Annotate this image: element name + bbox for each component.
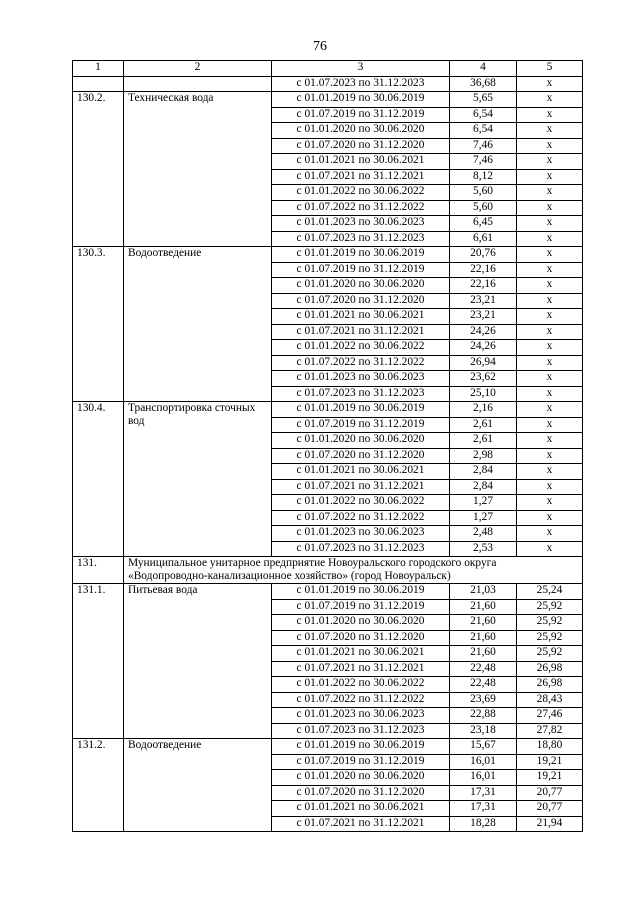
column-number-2: 2 [124, 61, 272, 77]
tariff-value-cell: 5,60 [450, 185, 517, 201]
tariff-value-cell: 5,65 [450, 92, 517, 108]
tariff-vat-value-cell: 25,92 [517, 615, 583, 631]
period-cell: с 01.01.2023 по 30.06.2023 [272, 371, 450, 387]
period-cell: с 01.01.2019 по 30.06.2019 [272, 739, 450, 755]
tariff-vat-value-cell: х [517, 510, 583, 526]
period-cell: с 01.01.2023 по 30.06.2023 [272, 708, 450, 724]
column-number-4: 4 [450, 61, 517, 77]
item-code-cell: 130.4. [73, 402, 124, 557]
period-cell: с 01.07.2021 по 31.12.2021 [272, 479, 450, 495]
tariff-value-cell: 23,69 [450, 692, 517, 708]
tariff-vat-value-cell: х [517, 138, 583, 154]
tariff-value-cell: 23,21 [450, 293, 517, 309]
period-cell: с 01.07.2019 по 31.12.2019 [272, 754, 450, 770]
tariff-value-cell: 2,16 [450, 402, 517, 418]
period-cell: с 01.07.2019 по 31.12.2019 [272, 417, 450, 433]
tariff-vat-value-cell: х [517, 402, 583, 418]
period-cell: с 01.07.2020 по 31.12.2020 [272, 448, 450, 464]
tariff-vat-value-cell: х [517, 340, 583, 356]
tariff-vat-value-cell: х [517, 262, 583, 278]
tariff-value-cell: 2,98 [450, 448, 517, 464]
tariff-vat-value-cell: х [517, 541, 583, 557]
organization-row [73, 557, 583, 584]
period-cell: с 01.07.2023 по 31.12.2023 [272, 386, 450, 402]
tariff-value-cell: 24,26 [450, 340, 517, 356]
tariff-vat-value-cell: 27,82 [517, 723, 583, 739]
tariff-vat-value-cell: 20,77 [517, 801, 583, 817]
period-cell: с 01.07.2020 по 31.12.2020 [272, 630, 450, 646]
period-cell: с 01.01.2020 по 30.06.2020 [272, 615, 450, 631]
tariff-value-cell: 23,18 [450, 723, 517, 739]
organization-code-cell: 131. [73, 557, 124, 584]
period-cell: с 01.01.2020 по 30.06.2020 [272, 770, 450, 786]
tariff-value-cell: 6,54 [450, 107, 517, 123]
tariff-vat-value-cell: 26,98 [517, 661, 583, 677]
tariff-value-cell: 22,48 [450, 677, 517, 693]
tariff-vat-value-cell: х [517, 448, 583, 464]
tariff-vat-value-cell: 19,21 [517, 770, 583, 786]
tariff-value-cell: 1,27 [450, 495, 517, 511]
tariff-value-cell: 6,54 [450, 123, 517, 139]
table-row [73, 76, 583, 92]
tariff-value-cell: 6,61 [450, 231, 517, 247]
period-cell: с 01.07.2020 по 31.12.2020 [272, 293, 450, 309]
tariff-value-cell: 6,45 [450, 216, 517, 232]
tariff-value-cell: 22,88 [450, 708, 517, 724]
tariff-value-cell: 2,48 [450, 526, 517, 542]
tariff-vat-value-cell: 25,92 [517, 599, 583, 615]
period-cell: с 01.01.2022 по 30.06.2022 [272, 495, 450, 511]
tariff-vat-value-cell: х [517, 355, 583, 371]
tariff-vat-value-cell: 20,77 [517, 785, 583, 801]
table-row [73, 584, 583, 600]
period-cell: с 01.07.2020 по 31.12.2020 [272, 785, 450, 801]
tariff-vat-value-cell: 25,92 [517, 630, 583, 646]
item-name-cell: Техническая вода [124, 92, 272, 247]
tariff-value-cell: 17,31 [450, 785, 517, 801]
tariff-vat-value-cell: х [517, 123, 583, 139]
tariff-vat-value-cell: х [517, 417, 583, 433]
column-number-3: 3 [272, 61, 450, 77]
period-cell: с 01.07.2022 по 31.12.2022 [272, 200, 450, 216]
table-row [73, 247, 583, 263]
period-cell: с 01.07.2021 по 31.12.2021 [272, 661, 450, 677]
tariff-vat-value-cell: х [517, 185, 583, 201]
period-cell: с 01.01.2020 по 30.06.2020 [272, 123, 450, 139]
item-code-cell: 131.2. [73, 739, 124, 832]
period-cell: с 01.01.2020 по 30.06.2020 [272, 278, 450, 294]
period-cell: с 01.07.2019 по 31.12.2019 [272, 599, 450, 615]
tariff-value-cell: 1,27 [450, 510, 517, 526]
page-number: 76 [313, 39, 327, 54]
tariff-value-cell: 5,60 [450, 200, 517, 216]
tariff-value-cell: 36,68 [450, 76, 517, 92]
tariff-value-cell: 22,48 [450, 661, 517, 677]
tariff-value-cell: 22,16 [450, 262, 517, 278]
tariff-vat-value-cell: х [517, 324, 583, 340]
period-cell: с 01.07.2022 по 31.12.2022 [272, 510, 450, 526]
item-name-cell: Транспортировка сточных вод [124, 402, 272, 557]
period-cell: с 01.01.2021 по 30.06.2021 [272, 464, 450, 480]
tariff-table [72, 60, 583, 832]
tariff-vat-value-cell: 25,92 [517, 646, 583, 662]
period-cell: с 01.07.2019 по 31.12.2019 [272, 262, 450, 278]
tariff-value-cell: 21,60 [450, 646, 517, 662]
column-number-5: 5 [517, 61, 583, 77]
tariff-value-cell: 24,26 [450, 324, 517, 340]
tariff-vat-value-cell: 28,43 [517, 692, 583, 708]
tariff-value-cell: 2,84 [450, 479, 517, 495]
period-cell: с 01.07.2023 по 31.12.2023 [272, 541, 450, 557]
period-cell: с 01.01.2021 по 30.06.2021 [272, 646, 450, 662]
tariff-value-cell: 18,28 [450, 816, 517, 832]
tariff-value-cell: 23,21 [450, 309, 517, 325]
tariff-vat-value-cell: х [517, 293, 583, 309]
table-row [73, 92, 583, 108]
tariff-vat-value-cell: 18,80 [517, 739, 583, 755]
tariff-vat-value-cell: х [517, 371, 583, 387]
tariff-value-cell: 25,10 [450, 386, 517, 402]
tariff-vat-value-cell: х [517, 278, 583, 294]
tariff-value-cell: 21,60 [450, 630, 517, 646]
tariff-value-cell: 26,94 [450, 355, 517, 371]
period-cell: с 01.07.2019 по 31.12.2019 [272, 107, 450, 123]
tariff-vat-value-cell: х [517, 247, 583, 263]
tariff-vat-value-cell: х [517, 309, 583, 325]
table-row [73, 402, 583, 418]
period-cell: с 01.07.2021 по 31.12.2021 [272, 169, 450, 185]
period-cell: с 01.01.2021 по 30.06.2021 [272, 801, 450, 817]
item-name-cell [124, 76, 272, 92]
item-code-cell: 131.1. [73, 584, 124, 739]
column-number-row [73, 61, 583, 77]
period-cell: с 01.01.2023 по 30.06.2023 [272, 216, 450, 232]
period-cell: с 01.07.2023 по 31.12.2023 [272, 723, 450, 739]
table-row [73, 739, 583, 755]
tariff-value-cell: 21,60 [450, 599, 517, 615]
period-cell: с 01.07.2023 по 31.12.2023 [272, 231, 450, 247]
column-number-1: 1 [73, 61, 124, 77]
tariff-value-cell: 21,03 [450, 584, 517, 600]
tariff-value-cell: 7,46 [450, 138, 517, 154]
tariff-value-cell: 15,67 [450, 739, 517, 755]
period-cell: с 01.01.2023 по 30.06.2023 [272, 526, 450, 542]
tariff-vat-value-cell: 27,46 [517, 708, 583, 724]
tariff-vat-value-cell: х [517, 169, 583, 185]
tariff-table-body [73, 61, 583, 832]
tariff-vat-value-cell: х [517, 200, 583, 216]
period-cell: с 01.01.2021 по 30.06.2021 [272, 154, 450, 170]
tariff-vat-value-cell: х [517, 76, 583, 92]
tariff-value-cell: 2,61 [450, 433, 517, 449]
period-cell: с 01.01.2019 по 30.06.2019 [272, 247, 450, 263]
period-cell: с 01.01.2019 по 30.06.2019 [272, 402, 450, 418]
period-cell: с 01.07.2020 по 31.12.2020 [272, 138, 450, 154]
tariff-vat-value-cell: х [517, 479, 583, 495]
item-code-cell [73, 76, 124, 92]
tariff-vat-value-cell: 26,98 [517, 677, 583, 693]
tariff-value-cell: 2,61 [450, 417, 517, 433]
period-cell: с 01.01.2020 по 30.06.2020 [272, 433, 450, 449]
tariff-value-cell: 16,01 [450, 754, 517, 770]
tariff-vat-value-cell: х [517, 386, 583, 402]
item-name-cell: Питьевая вода [124, 584, 272, 739]
tariff-vat-value-cell: х [517, 526, 583, 542]
period-cell: с 01.01.2022 по 30.06.2022 [272, 185, 450, 201]
tariff-value-cell: 23,62 [450, 371, 517, 387]
tariff-value-cell: 16,01 [450, 770, 517, 786]
item-code-cell: 130.3. [73, 247, 124, 402]
tariff-vat-value-cell: 25,24 [517, 584, 583, 600]
period-cell: с 01.07.2022 по 31.12.2022 [272, 355, 450, 371]
tariff-value-cell: 2,53 [450, 541, 517, 557]
period-cell: с 01.07.2023 по 31.12.2023 [272, 76, 450, 92]
tariff-vat-value-cell: х [517, 231, 583, 247]
tariff-vat-value-cell: х [517, 433, 583, 449]
item-name-cell: Водоотведение [124, 247, 272, 402]
tariff-vat-value-cell: х [517, 216, 583, 232]
period-cell: с 01.07.2022 по 31.12.2022 [272, 692, 450, 708]
period-cell: с 01.01.2019 по 30.06.2019 [272, 584, 450, 600]
tariff-vat-value-cell: х [517, 92, 583, 108]
period-cell: с 01.01.2022 по 30.06.2022 [272, 677, 450, 693]
tariff-value-cell: 8,12 [450, 169, 517, 185]
tariff-vat-value-cell: х [517, 107, 583, 123]
tariff-vat-value-cell: х [517, 495, 583, 511]
period-cell: с 01.01.2021 по 30.06.2021 [272, 309, 450, 325]
organization-name-cell: Муниципальное унитарное предприятие Новоуральского городского округа «Водопроводно-канализационное хозяйство» (город Новоуральск) [124, 557, 583, 584]
tariff-vat-value-cell: 21,94 [517, 816, 583, 832]
item-code-cell: 130.2. [73, 92, 124, 247]
tariff-value-cell: 22,16 [450, 278, 517, 294]
tariff-value-cell: 7,46 [450, 154, 517, 170]
period-cell: с 01.01.2022 по 30.06.2022 [272, 340, 450, 356]
tariff-value-cell: 17,31 [450, 801, 517, 817]
tariff-vat-value-cell: х [517, 464, 583, 480]
tariff-value-cell: 20,76 [450, 247, 517, 263]
tariff-value-cell: 21,60 [450, 615, 517, 631]
period-cell: с 01.07.2021 по 31.12.2021 [272, 816, 450, 832]
tariff-vat-value-cell: 19,21 [517, 754, 583, 770]
tariff-vat-value-cell: х [517, 154, 583, 170]
period-cell: с 01.01.2019 по 30.06.2019 [272, 92, 450, 108]
period-cell: с 01.07.2021 по 31.12.2021 [272, 324, 450, 340]
tariff-value-cell: 2,84 [450, 464, 517, 480]
item-name-cell: Водоотведение [124, 739, 272, 832]
